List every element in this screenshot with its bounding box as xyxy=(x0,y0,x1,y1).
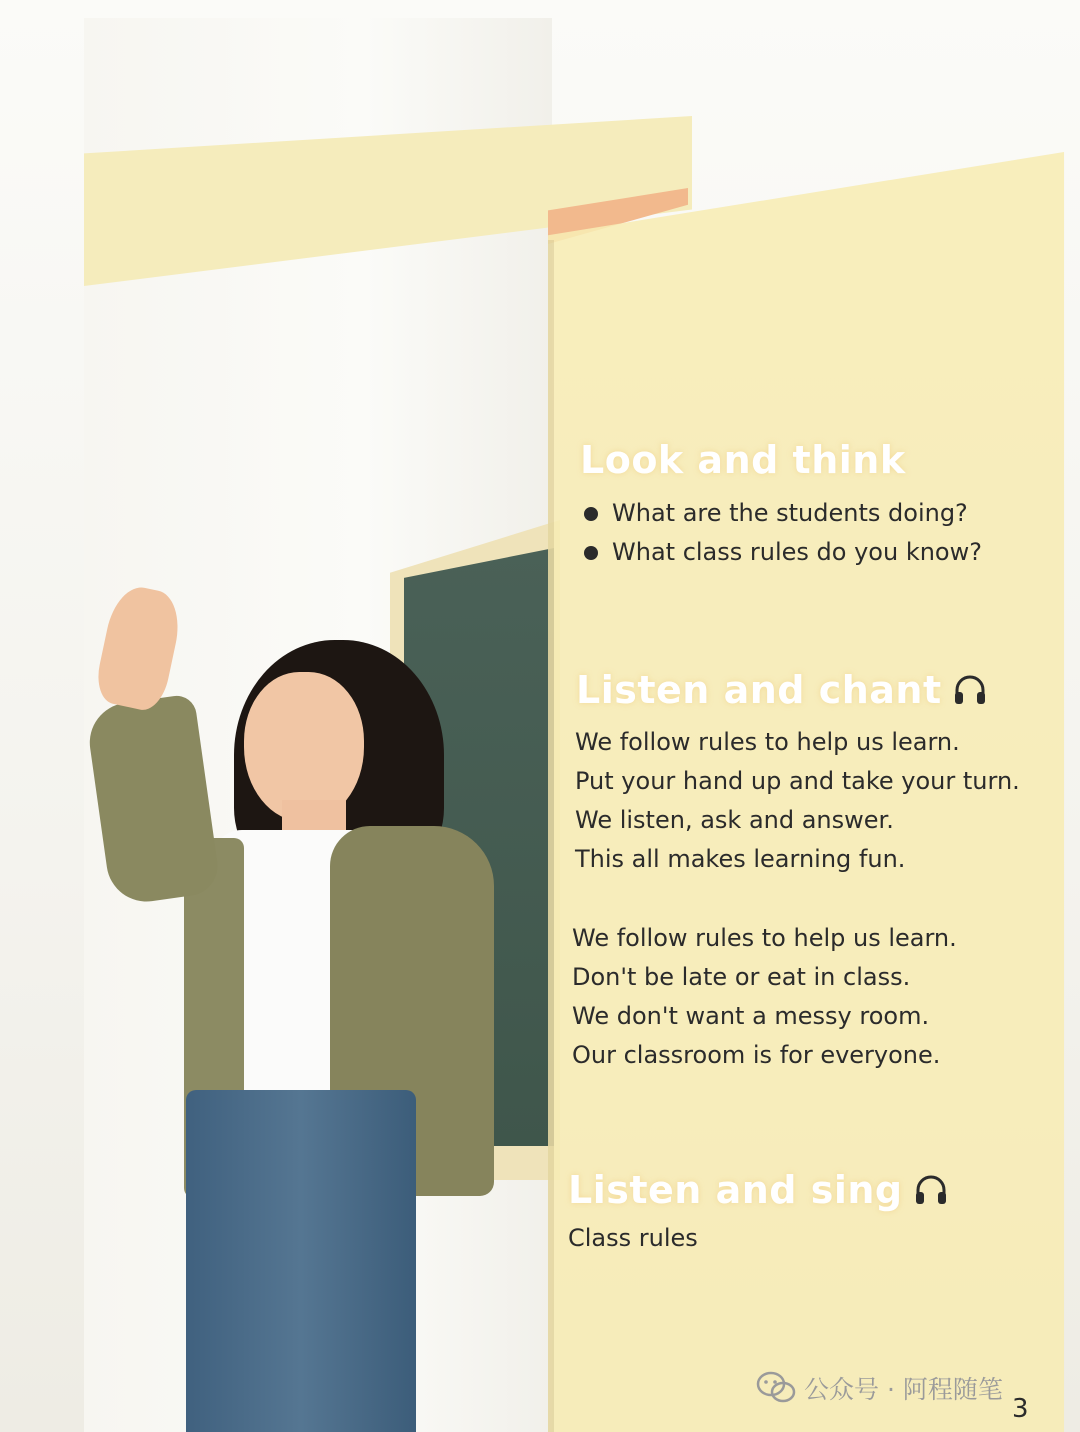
look-think-heading xyxy=(580,438,906,482)
panel-edge-shadow xyxy=(548,240,554,1432)
chant-line: We follow rules to help us learn. xyxy=(575,728,960,756)
chant-verse-2 xyxy=(572,919,957,1075)
question-text: What class rules do you know? xyxy=(612,538,982,566)
chant-line: We don't want a messy room. xyxy=(572,1002,930,1030)
chant-line: Don't be late or eat in class. xyxy=(572,963,911,991)
listen-sing-title: Listen and sing xyxy=(568,1168,903,1212)
song-title: Class rules xyxy=(568,1224,698,1252)
watermark-text: 公众号 · 阿程随笔 xyxy=(804,1375,1003,1404)
question-text: What are the students doing? xyxy=(612,499,968,527)
listen-chant-title: Listen and chant xyxy=(576,668,942,712)
chant-line: We follow rules to help us learn. xyxy=(572,924,957,952)
bullet-icon xyxy=(584,546,598,560)
question-item xyxy=(584,533,982,572)
look-think-title: Look and think xyxy=(580,438,906,482)
wechat-icon xyxy=(756,1371,796,1405)
headphones-icon[interactable] xyxy=(952,672,988,708)
bullet-icon xyxy=(584,507,598,521)
teacher-jeans xyxy=(186,1090,416,1432)
listen-sing-heading xyxy=(568,1168,949,1212)
chant-line: Put your hand up and take your turn. xyxy=(575,767,1020,795)
look-think-questions xyxy=(584,494,982,572)
listen-chant-heading xyxy=(576,668,988,712)
headphones-icon[interactable] xyxy=(913,1172,949,1208)
watermark xyxy=(756,1370,1003,1406)
chant-line: Our classroom is for everyone. xyxy=(572,1041,941,1069)
page-number: 3 xyxy=(1012,1394,1029,1424)
question-item xyxy=(584,494,982,533)
chant-line: We listen, ask and answer. xyxy=(575,806,894,834)
chant-line: This all makes learning fun. xyxy=(575,845,906,873)
chant-verse-1 xyxy=(575,723,1020,879)
